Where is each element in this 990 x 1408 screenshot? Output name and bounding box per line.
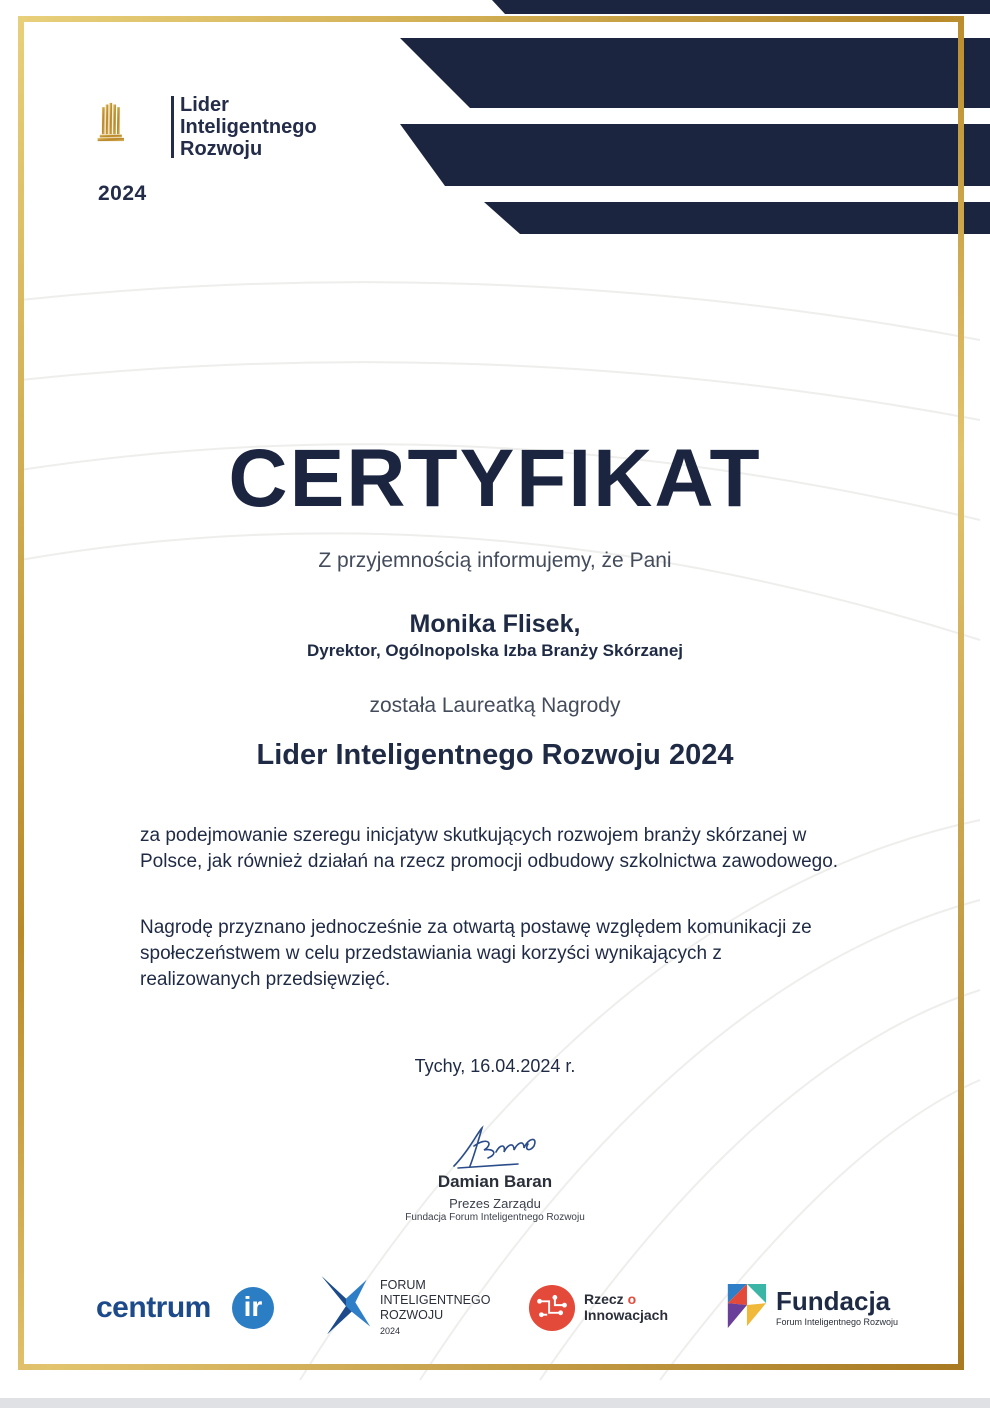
laureate-name: Monika Flisek,	[409, 610, 581, 638]
forum-line-2: INTELIGENTNEGO	[380, 1293, 491, 1307]
laureate-role: Dyrektor, Ogólnopolska Izba Branży Skórzanej	[307, 641, 683, 660]
fundacja-mosaic-icon	[724, 1280, 768, 1332]
award-pillar-logo	[96, 62, 166, 182]
justification-paragraph-1: za podejmowanie szeregu inicjatyw skutkujących rozwojem branży skórzanej w Polsce, jak również działań na rzecz promocji odbudowy szkolnictwa zawodowego.	[140, 825, 839, 872]
forum-year: 2024	[380, 1326, 401, 1336]
logo-line-3: Rozwoju	[180, 138, 263, 160]
centrum-ir-logo	[96, 1283, 281, 1333]
rzecz-o-innowacjach-logo	[528, 1284, 688, 1334]
fundacja-logo	[724, 1280, 904, 1336]
fundacja-title: Fundacja	[776, 1286, 891, 1316]
logo-divider	[171, 96, 174, 158]
intro-text: Z przyjemnością informujemy, że Pani	[318, 549, 672, 572]
bottom-edge	[0, 1398, 990, 1408]
award-name: Lider Inteligentnego Rozwoju 2024	[256, 739, 734, 771]
signatory-organization: Fundacja Forum Inteligentnego Rozwoju	[405, 1212, 585, 1223]
rzecz-word-2: o	[627, 1291, 637, 1307]
justification-paragraph-2: Nagrodę przyznano jednocześnie za otwartą postawę względem komunikacji ze społeczeństwem w celu przedstawiania wagi korzyści wynikających z realizowanych przedsięwzięć.	[140, 917, 812, 990]
signatory-name: Damian Baran	[437, 1172, 553, 1191]
issue-date: Tychy, 16.04.2024 r.	[414, 1056, 576, 1076]
rzecz-text	[584, 1291, 668, 1323]
rzecz-word-3: Innowacjach	[584, 1307, 669, 1323]
ir-badge: ir	[232, 1287, 274, 1329]
logo-line-1: Lider	[180, 94, 229, 116]
fundacja-subtitle: Forum Inteligentnego Rozwoju	[776, 1317, 899, 1327]
signatory-title: Prezes Zarządu	[449, 1196, 541, 1211]
certificate-title: CERTYFIKAT	[228, 433, 762, 524]
logo-year: 2024	[98, 182, 147, 205]
logo-line-2: Inteligentnego	[180, 116, 317, 138]
became-text: została Laureatką Nagrody	[369, 694, 621, 717]
rzecz-word-1: Rzecz	[584, 1291, 624, 1307]
forum-star-icon	[318, 1274, 374, 1340]
forum-logo	[318, 1274, 498, 1344]
award-logo-text	[180, 94, 370, 160]
circuit-circle-icon	[528, 1284, 576, 1332]
centrum-text: centrum	[96, 1291, 211, 1324]
forum-text	[380, 1278, 490, 1323]
forum-line-1: FORUM	[380, 1278, 426, 1292]
forum-line-3: ROZWOJU	[380, 1308, 444, 1322]
handwritten-signature	[448, 1122, 548, 1172]
